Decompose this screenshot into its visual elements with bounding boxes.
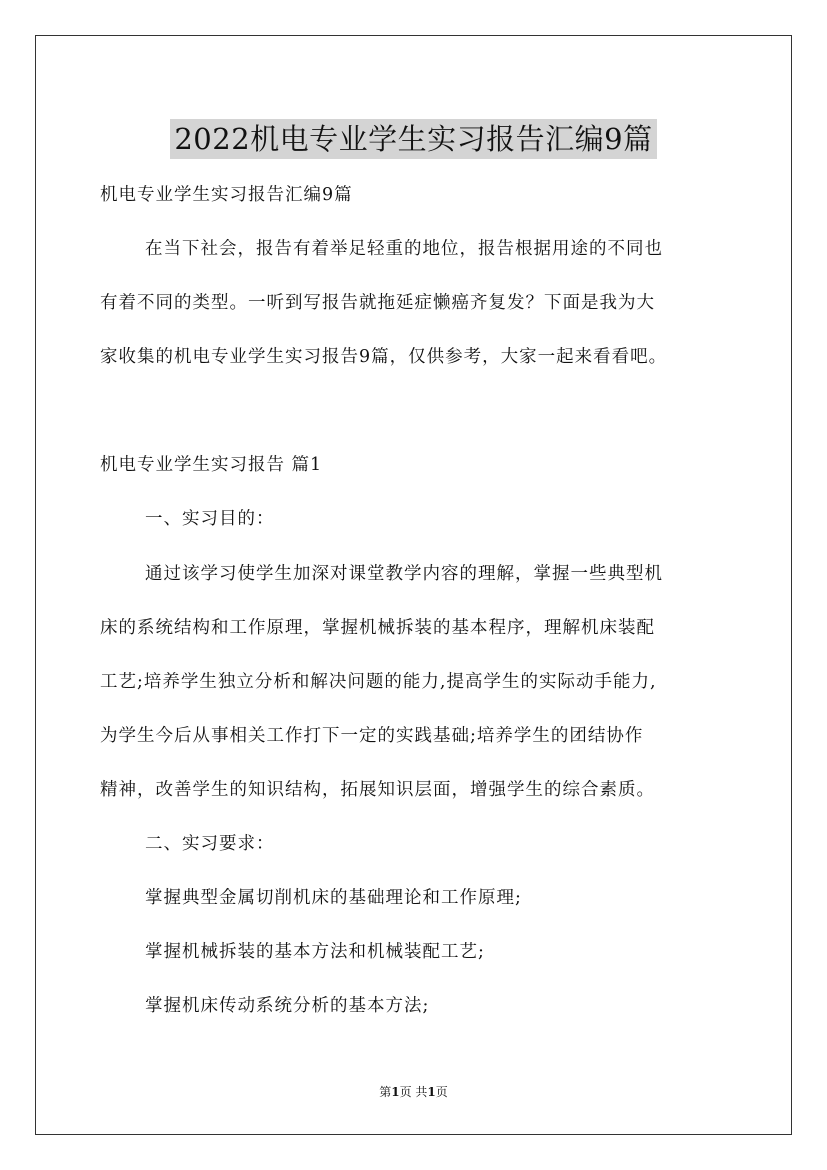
title-container [0, 100, 827, 179]
document-title: 2022机电专业学生实习报告汇编9篇 [170, 119, 656, 159]
footer-suffix: 页 [435, 1085, 448, 1099]
intro-line-3: 家收集的机电专业学生实习报告9篇，仅供参考，大家一起来看看吧。 [100, 347, 668, 367]
requirement-item-1: 掌握典型金属切削机床的基础理论和工作原理; [145, 888, 522, 908]
intro-line-2: 有着不同的类型。一听到写报告就拖延症懒癌齐复发？下面是我为大 [100, 293, 655, 313]
goal-line-4: 为学生今后从事相关工作打下一定的实践基础;培养学生的团结协作 [100, 726, 644, 746]
requirement-item-3: 掌握机床传动系统分析的基本方法; [145, 996, 430, 1016]
document-subtitle: 机电专业学生实习报告汇编9篇 [100, 185, 353, 205]
footer-middle: 页 共 [399, 1085, 428, 1099]
page-footer [0, 1083, 827, 1100]
page-number: 1 [391, 1085, 400, 1099]
goal-line-3: 工艺;培养学生独立分析和解决问题的能力,提高学生的实际动手能力, [100, 672, 657, 692]
intro-line-1: 在当下社会，报告有着举足轻重的地位，报告根据用途的不同也 [145, 239, 663, 259]
page-total: 1 [427, 1085, 436, 1099]
requirement-item-2: 掌握机械拆装的基本方法和机械装配工艺; [145, 942, 485, 962]
goal-line-2: 床的系统结构和工作原理，掌握机械拆装的基本程序，理解机床装配 [100, 618, 655, 638]
section-heading: 机电专业学生实习报告 篇1 [100, 455, 323, 475]
requirements-heading: 二、实习要求： [145, 834, 275, 854]
goal-line-5: 精神，改善学生的知识结构，拓展知识层面，增强学生的综合素质。 [100, 780, 655, 800]
goal-heading: 一、实习目的： [145, 509, 275, 529]
footer-prefix: 第 [379, 1085, 392, 1099]
goal-line-1: 通过该学习使学生加深对课堂教学内容的理解，掌握一些典型机 [145, 564, 663, 584]
